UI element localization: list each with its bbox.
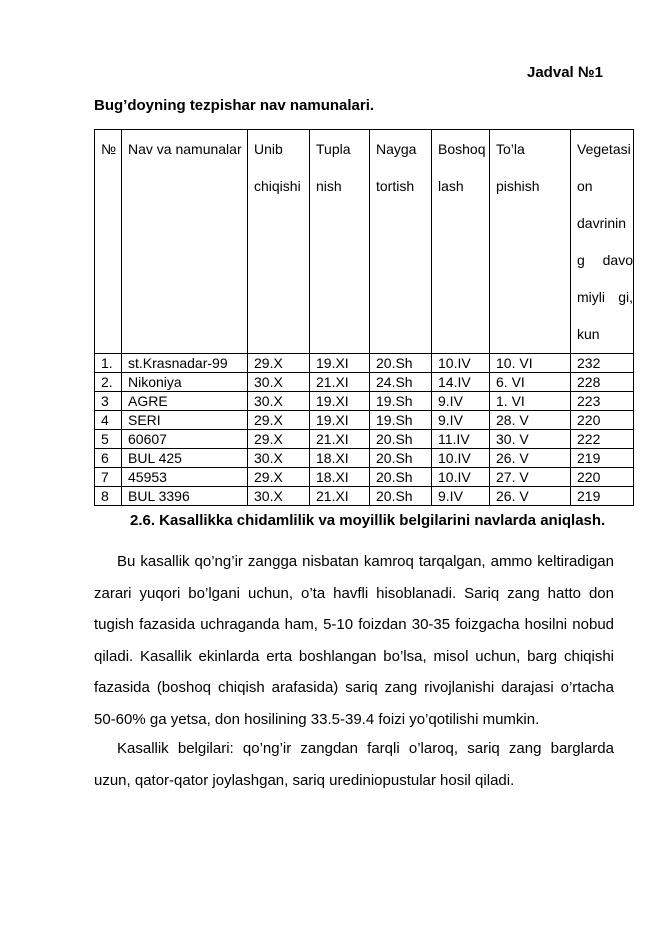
cell-germination: 30.X — [248, 392, 310, 411]
table-row — [95, 373, 634, 392]
cell-full-ripeness: 26. V — [490, 449, 571, 468]
table-row — [95, 354, 634, 373]
cell-number: 2. — [95, 373, 122, 392]
varieties-table — [94, 129, 634, 506]
cell-germination: 29.X — [248, 411, 310, 430]
cell-heading: 10.IV — [432, 449, 490, 468]
cell-tillering: 21.XI — [310, 430, 370, 449]
cell-variety: Nikoniya — [122, 373, 248, 392]
cell-variety: st.Krasnadar-99 — [122, 354, 248, 373]
cell-full-ripeness: 28. V — [490, 411, 571, 430]
header-tillering: Tupla nish — [310, 130, 370, 354]
cell-variety: BUL 425 — [122, 449, 248, 468]
cell-stem-extension: 20.Sh — [370, 468, 432, 487]
cell-full-ripeness: 1. VI — [490, 392, 571, 411]
cell-heading: 14.IV — [432, 373, 490, 392]
cell-stem-extension: 20.Sh — [370, 487, 432, 506]
cell-full-ripeness: 26. V — [490, 487, 571, 506]
table-row — [95, 430, 634, 449]
cell-stem-extension: 20.Sh — [370, 354, 432, 373]
cell-number: 4 — [95, 411, 122, 430]
table-row — [95, 487, 634, 506]
cell-heading: 9.IV — [432, 392, 490, 411]
cell-tillering: 18.XI — [310, 449, 370, 468]
cell-variety: AGRE — [122, 392, 248, 411]
cell-stem-extension: 19.Sh — [370, 411, 432, 430]
cell-stem-extension: 20.Sh — [370, 430, 432, 449]
section-heading: 2.6. Kasallikka chidamlilik va moyillik belgilarini navlarda aniqlash. — [130, 512, 606, 529]
cell-number: 1. — [95, 354, 122, 373]
cell-heading: 9.IV — [432, 487, 490, 506]
cell-variety: 60607 — [122, 430, 248, 449]
cell-vegetation-days: 220 — [571, 411, 634, 430]
cell-vegetation-days: 223 — [571, 392, 634, 411]
cell-vegetation-days: 228 — [571, 373, 634, 392]
cell-tillering: 19.XI — [310, 411, 370, 430]
cell-heading: 10.IV — [432, 468, 490, 487]
cell-vegetation-days: 222 — [571, 430, 634, 449]
cell-vegetation-days: 219 — [571, 487, 634, 506]
cell-vegetation-days: 232 — [571, 354, 634, 373]
table-row — [95, 392, 634, 411]
cell-tillering: 19.XI — [310, 392, 370, 411]
header-variety: Nav va namunalar — [122, 130, 248, 354]
cell-germination: 30.X — [248, 449, 310, 468]
header-stem-extension: Nayga tortish — [370, 130, 432, 354]
table-row — [95, 411, 634, 430]
table-header-row — [95, 130, 634, 354]
header-heading: Boshoq lash — [432, 130, 490, 354]
cell-stem-extension: 24.Sh — [370, 373, 432, 392]
cell-tillering: 19.XI — [310, 354, 370, 373]
cell-heading: 11.IV — [432, 430, 490, 449]
cell-full-ripeness: 10. VI — [490, 354, 571, 373]
cell-variety: 45953 — [122, 468, 248, 487]
cell-stem-extension: 19.Sh — [370, 392, 432, 411]
cell-full-ripeness: 30. V — [490, 430, 571, 449]
cell-vegetation-days: 220 — [571, 468, 634, 487]
cell-number: 8 — [95, 487, 122, 506]
cell-tillering: 21.XI — [310, 487, 370, 506]
cell-germination: 29.X — [248, 430, 310, 449]
cell-germination: 29.X — [248, 354, 310, 373]
table-caption: Bug’doyning tezpishar nav namunalari. — [94, 97, 375, 114]
cell-germination: 30.X — [248, 373, 310, 392]
cell-germination: 30.X — [248, 487, 310, 506]
cell-tillering: 21.XI — [310, 373, 370, 392]
header-germination: Unib chiqishi — [248, 130, 310, 354]
header-number: № — [95, 130, 122, 354]
cell-heading: 10.IV — [432, 354, 490, 373]
cell-full-ripeness: 27. V — [490, 468, 571, 487]
table-number-label: Jadval №1 — [527, 64, 603, 81]
table-row — [95, 468, 634, 487]
cell-number: 3 — [95, 392, 122, 411]
cell-number: 5 — [95, 430, 122, 449]
cell-number: 7 — [95, 468, 122, 487]
cell-vegetation-days: 219 — [571, 449, 634, 468]
paragraph: Kasallik belgilari: qo’ng’ir zangdan farqli o’laroq, sariq zang barglarda uzun, qator-qator joylashgan, sariq urediniopustular hosil qiladi. — [94, 740, 614, 789]
cell-variety: SERI — [122, 411, 248, 430]
cell-tillering: 18.XI — [310, 468, 370, 487]
cell-stem-extension: 20.Sh — [370, 449, 432, 468]
header-vegetation-period: Vegetasi on davrinin g davo miyli gi, kun — [571, 130, 634, 354]
cell-germination: 29.X — [248, 468, 310, 487]
cell-variety: BUL 3396 — [122, 487, 248, 506]
cell-heading: 9.IV — [432, 411, 490, 430]
header-full-ripeness: To’la pishish — [490, 130, 571, 354]
table-row — [95, 449, 634, 468]
paragraph: Bu kasallik qo’ng’ir zangga nisbatan kamroq tarqalgan, ammo keltiradigan zarari yuqori bo’lgani uchun, o’ta havfli hisoblanadi. Sariq zang hatto don tugish fazasida uchraganda ham, 5-10 foizdan 30-35 foizgacha hosilni nobud qiladi. Kasallik ekinlarda erta boshlangan bo’lsa, misol uchun, barg chiqishi fazasida (boshoq chiqish arafasida) sariq zang rivojlanishi darajasi o’rtacha 50-60% ga yetsa, don hosilining 33.5-39.4 foizi yo’qotilishi mumkin. — [94, 553, 614, 728]
cell-number: 6 — [95, 449, 122, 468]
cell-full-ripeness: 6. VI — [490, 373, 571, 392]
